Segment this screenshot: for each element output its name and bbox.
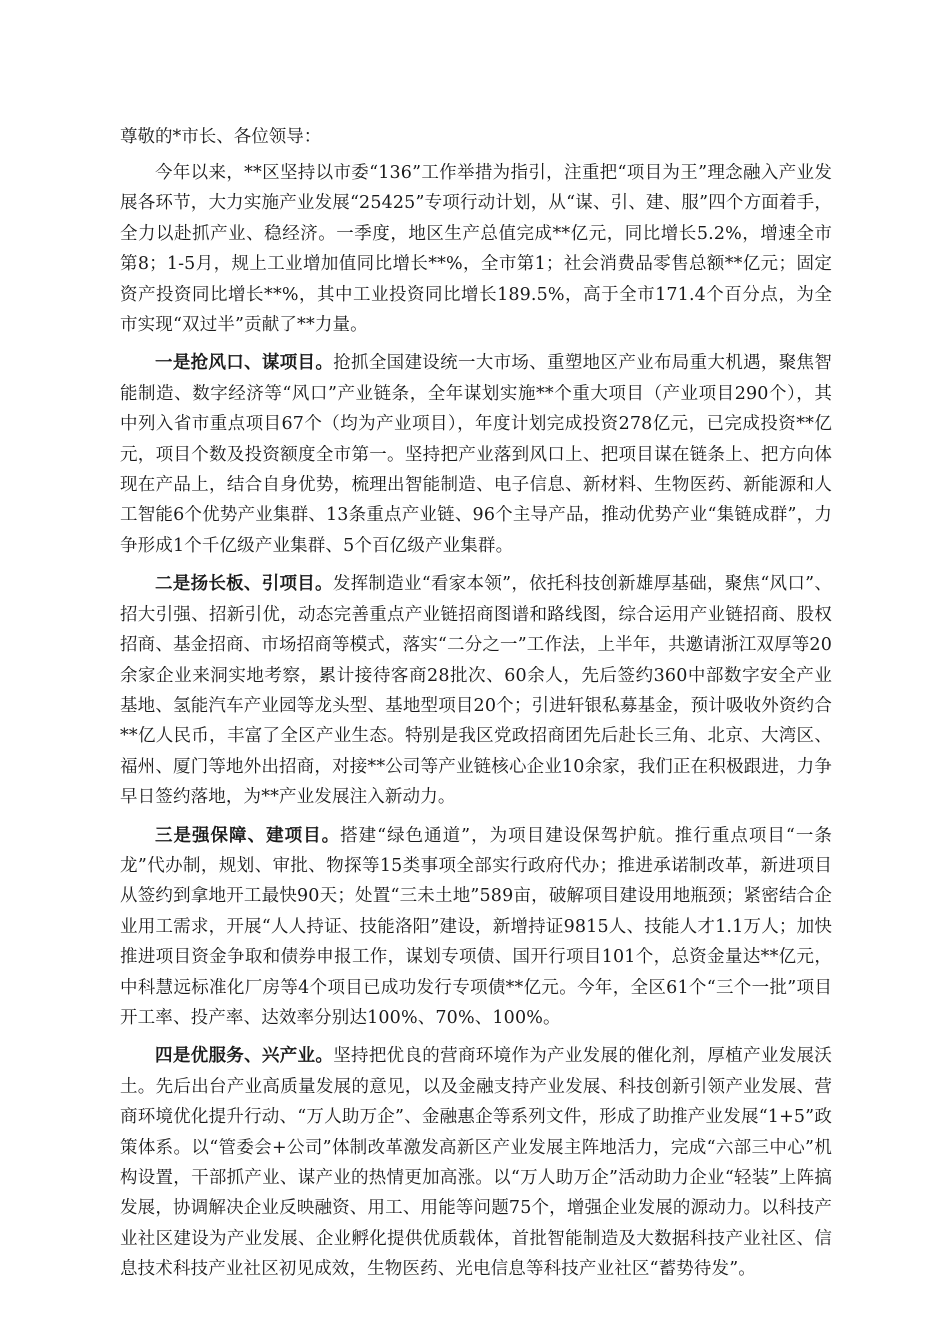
paragraph-lead: 二是扬长板、引项目。 <box>155 574 333 595</box>
paragraph-lead: 三是强保障、建项目。 <box>155 825 341 846</box>
paragraph-point-3 <box>120 821 832 1034</box>
paragraph-text: 今年以来，**区坚持以市委“136”工作举措为指引，注重把“项目为王”理念融入产业发展各环节，大力实施产业发展“25425”专项行动计划，从“谋、引、建、服”四个方面着手，全力以赴抓产业、稳经济。一季度，地区生产总值完成**亿元，同比增长5.2%，增速全市第8；1-5月，规上工业增加值同比增长**%，全市第1；社会消费品零售总额**亿元；固定资产投资同比增长**%，其中工业投资同比增长189.5%，高于全市171.4个百分点，为全市实现“双过半”贡献了**力量。 <box>120 163 832 336</box>
paragraph-point-4 <box>120 1041 832 1284</box>
paragraph-lead: 四是优服务、兴产业。 <box>155 1046 334 1067</box>
paragraph-text: 发挥制造业“看家本领”，依托科技创新雄厚基础，聚焦“风口”、招大引强、招新引优，动态完善重点产业链招商图谱和路线图，综合运用产业链招商、股权招商、基金招商、市场招商等模式，落实“二分之一”工作法，上半年，共邀请浙江双厚等20余家企业来洞实地考察，累计接待客商28批次、60余人，先后签约360中部数字安全产业基地、氢能汽车产业园等龙头型、基地型项目20个；引进轩银私募基金，预计吸收外资约合**亿人民币，丰富了全区产业生态。特别是我区党政招商团先后赴长三角、北京、大湾区、福州、厦门等地外出招商，对接**公司等产业链核心企业10余家，我们正在积极跟进，力争早日签约落地，为**产业发展注入新动力。 <box>120 574 832 808</box>
salutation: 尊敬的*市长、各位领导： <box>120 127 322 147</box>
paragraph-intro <box>120 158 832 340</box>
document-body <box>120 122 832 1293</box>
paragraph-text: 抢抓全国建设统一大市场、重塑地区产业布局重大机遇，聚焦智能制造、数字经济等“风口”产业链条，全年谋划实施**个重大项目（产业项目290个），其中列入省市重点项目67个（均为产业项目），年度计划完成投资278亿元，已完成投资**亿元，项目个数及投资额度全市第一。坚持把产业落到风口上、把项目谋在链条上、把方向体现在产品上，结合自身优势，梳理出智能制造、电子信息、新材料、生物医药、新能源和人工智能6个优势产业集群、13条重点产业链、96个主导产品，推动优势产业“集链成群”，力争形成1个千亿级产业集群、5个百亿级产业集群。 <box>120 353 832 556</box>
paragraph-text: 坚持把优良的营商环境作为产业发展的催化剂，厚植产业发展沃土。先后出台产业高质量发展的意见，以及金融支持产业发展、科技创新引领产业发展、营商环境优化提升行动、“万人助万企”、金融惠企等系列文件，形成了助推产业发展“1+5”政策体系。以“管委会+公司”体制改革激发高新区产业发展主阵地活力，完成“六部三中心”机构设置，干部抓产业、谋产业的热情更加高涨。以“万人助万企”活动助力企业“轻装”上阵搞发展，协调解决企业反映融资、用工、用能等问题75个，增强企业发展的源动力。以科技产业社区建设为产业发展、企业孵化提供优质载体，首批智能制造及大数据科技产业社区、信息技术科技产业社区初见成效，生物医药、光电信息等科技产业社区“蓄势待发”。 <box>120 1046 832 1280</box>
paragraph-text: 搭建“绿色通道”，为项目建设保驾护航。推行重点项目“一条龙”代办制，规划、审批、物探等15类事项全部实行政府代办；推进承诺制改革，新进项目从签约到拿地开工最快90天；处置“三未土地”589亩，破解项目建设用地瓶颈；紧密结合企业用工需求，开展“人人持证、技能洛阳”建设，新增持证9815人、技能人才1.1万人；加快推进项目资金争取和债券申报工作，谋划专项债、国开行项目101个，总资金量达**亿元，中科慧远标准化厂房等4个项目已成功发行专项债**亿元。今年，全区61个“三个一批”项目开工率、投产率、达效率分别达100%、70%、100%。 <box>120 825 832 1028</box>
paragraph-lead: 一是抢风口、谋项目。 <box>155 353 334 374</box>
paragraph-point-2 <box>120 569 832 812</box>
paragraph-point-1 <box>120 348 832 561</box>
